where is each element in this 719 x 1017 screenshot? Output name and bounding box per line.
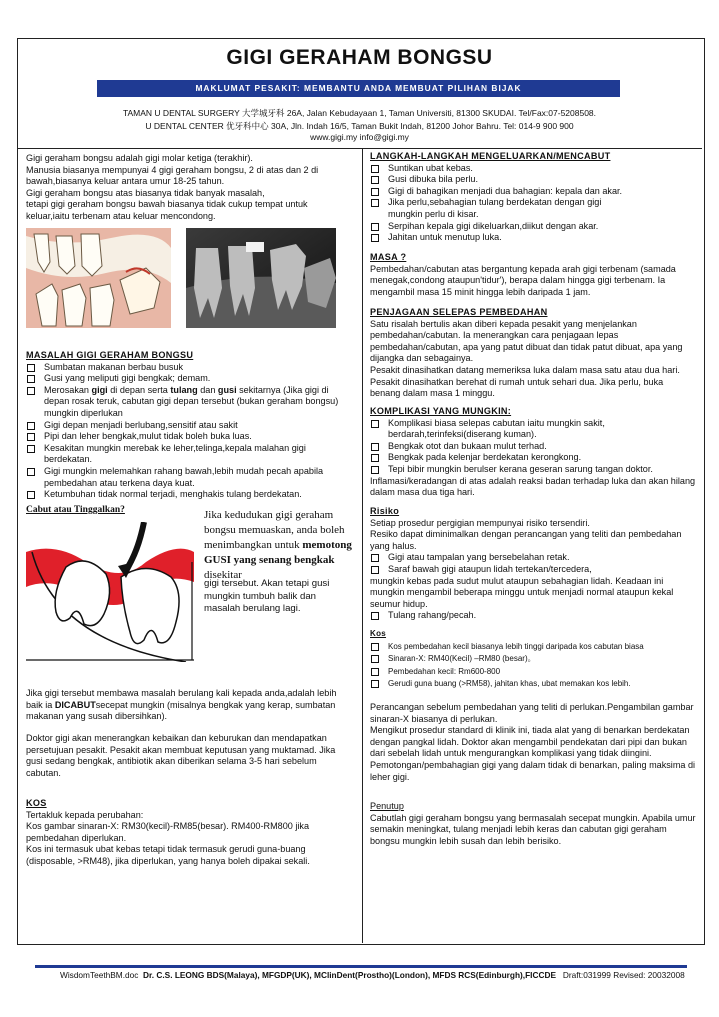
checkbox-icon <box>371 643 379 651</box>
checkbox-icon <box>27 364 35 372</box>
masalah-heading: MASALAH GIGI GERAHAM BONGSU <box>26 350 194 360</box>
website-email[interactable]: www.gigi.my info@gigi.my <box>310 132 409 142</box>
checkbox-icon <box>27 422 35 430</box>
komplikasi-section: KOMPLIKASI YANG MUNGKIN: Komplikasi biasa selepas cabutan iaitu mungkin sakit, berdarah,terinfeksi(diserang kuman). Bengkak otot dan bukaan mulut terhad. Bengkak pada kelenjar berdekatan kerongkong. Tepi bibir mungkin berulser kerana geseran sarung tangan doktor. Inflamasi/keradangan di atas adalah reaksi badan terhadap luka dan akan hilang dalam masa dua tiga hari. <box>370 406 696 498</box>
penutup-heading: Penutup <box>370 801 404 811</box>
list-item: Tulang rahang/pecah. <box>370 610 696 622</box>
list-item: Sinaran-X: RM40(Kecil) –RM80 (besar)。 <box>370 653 696 666</box>
list-item: Suntikan ubat kebas. <box>370 163 696 175</box>
masalah-section <box>26 350 352 501</box>
penjagaan-heading: PENJAGAAN SELEPAS PEMBEDAHAN <box>370 307 548 317</box>
checkbox-icon <box>371 199 379 207</box>
checkbox-icon <box>371 420 379 428</box>
list-item: Bengkak pada kelenjar berdekatan kerongkong. <box>370 452 696 464</box>
dicabut-paragraph: Jika gigi tersebut membawa masalah berulang kali kepada anda,adalah lebih baik ia DICABUTsecepat mungkin (misalnya bengkak yang kerap, sumbatan makanan yang susah dibersihkan). <box>26 688 337 722</box>
list-item: Tepi bibir mungkin berulser kerana geseran sarung tangan doktor. <box>370 464 696 476</box>
list-item: Gigi atau tampalan yang bersebelahan retak. <box>370 552 696 564</box>
intro-line: Gigi geraham bongsu atas biasanya tidak banyak masalah, <box>26 187 265 198</box>
checkbox-icon <box>371 668 379 676</box>
checkbox-icon <box>371 443 379 451</box>
list-item: Kesakitan mungkin merebak ke leher,telinga,kepala malahan gigi berdekatan. <box>26 443 352 466</box>
checkbox-icon <box>371 566 379 574</box>
masa-heading: MASA ? <box>370 252 407 262</box>
address-line-2: U DENTAL CENTER 优牙科中心 30A, Jln. Indah 16/5, Taman Bukit Indah, 81200 Johor Bahru. Tel: 014-9 900 900 <box>145 121 574 131</box>
checkbox-icon <box>371 554 379 562</box>
list-item: Gerudi guna buang (>RM58), jahitan khas, ubat memakan kos lebih. <box>370 678 696 691</box>
perancangan-section: Perancangan sebelum pembedahan yang teliti di perlukan.Pengambilan gambar sinaran-X biasanya di perlukan. Mengikut prosedur standard di klinik ini, tiada alat yang di benarkan berdekatan dengan pangkal lidah. Doktor akan mengambil pendekatan dari pipi dan bukan dari sebelah lidah untuk mengurangkan komplikasi yang tidak diingini. Pemotongan/pembahagian gigi yang dalam tidak di benarkan, paling maksima di leher gigi. <box>370 702 696 782</box>
langkah-section <box>370 151 696 244</box>
masa-section: MASA ? Pembedahan/cabutan atas bergantung kepada arah gigi terbenam (samada menegak,condong ataupun'tidur'), berapa dalam hingga gigi terbenam. Ia mengambil masa 15 minit hingga lebih daripada 1 jam. <box>370 252 696 298</box>
checkbox-icon <box>27 387 35 395</box>
intro-section <box>26 153 348 223</box>
list-item: Kos pembedahan kecil biasanya lebih tinggi daripada kos cabutan biasa <box>370 641 696 654</box>
risiko-heading: Risiko <box>370 506 400 516</box>
page-title: GIGI GERAHAM BONGSU <box>226 46 493 69</box>
list-item: Gigi di bahagikan menjadi dua bahagian: kepala dan akar. <box>370 186 696 198</box>
komplikasi-heading: KOMPLIKASI YANG MUNGKIN: <box>370 406 512 416</box>
checkbox-icon <box>371 680 379 688</box>
risiko-section: Risiko Setiap prosedur pergigian mempunyai risiko tersendiri. Resiko dapat diminimalkan dengan perancangan yang teliti dan pembedahan yang halus. Gigi atau tampalan yang bersebelahan retak. Saraf bawah gigi ataupun lidah tertekan/tercedera, mungkin kebas pada sudut mulut ataupun sebahagian lidah. Keadaan ini mungkin mengambil beberapa minggu untuk menjadi normal ataupun kekal seumur hidup. Tulang rahang/pecah. <box>370 506 696 622</box>
kos2-section <box>370 628 696 691</box>
kos-heading: KOS <box>26 798 47 808</box>
kos-section: KOS Tertakluk kepada perubahan: Kos gambar sinaran-X: RM30(kecil)-RM85(besar). RM400-RM800 jika pembedahan diperlukan. Kos ini termasuk ubat kebas tetapi tidak termasuk gerudi guna-buang (disposable, >RM48), jika diperlukan, yang hanya boleh dipakai sekali. <box>26 798 352 868</box>
list-item: Pembedahan kecil: Rm600-800 <box>370 666 696 679</box>
wisdom-tooth-illustration <box>26 228 171 328</box>
list-item: Jahitan untuk menutup luka. <box>370 232 696 244</box>
list-item: Jika perlu,sebahagian tulang berdekatan dengan gigi mungkin perlu di kisar. <box>370 197 696 220</box>
penjagaan-section: PENJAGAAN SELEPAS PEMBEDAHAN Satu risalah bertulis akan diberi kepada pesakit yang menjelankan pembedahan/cabutan. Ia menerangkan cara penjagaan lepas pembedahan/cabutan, apa yang patut dibuat dan tidak patut dibuat, apa yang dijangka dan sebagainya. Pesakit dinasihatkan datang memeriksa luka dalam masa satu atau dua hari. Pesakit dinasihatkan berehat di rumah untuk sehari dua. Jika perlu, buka benang dalam masa 1 minggu. <box>370 307 696 400</box>
intro-line: tetapi gigi geraham bongsu bawah biasanya tidak cukup tempat untuk keluar,iaitu terbenam atau keluar mencondong. <box>26 199 308 221</box>
checkbox-icon <box>371 612 379 620</box>
list-item: Bengkak otot dan bukaan mulut terhad. <box>370 441 696 453</box>
footer-filename: WisdomTeethBM.doc <box>60 970 139 980</box>
checkbox-icon <box>371 466 379 474</box>
list-item: Gusi yang meliputi gigi bengkak; demam. <box>26 373 352 385</box>
address-line-1: TAMAN U DENTAL SURGERY 大学城牙科 26A, Jalan Kebudayaan 1, Taman Universiti, 81300 SKUDAI. Tel/Fax:07-5208508. <box>122 108 597 118</box>
list-item: Serpihan kepala gigi dikeluarkan,diikut dengan akar. <box>370 221 696 233</box>
checkbox-icon <box>371 223 379 231</box>
cabut-text: Jika kedudukan gigi geraham bongsu memuaskan, anda boleh menimbangkan untuk memotong GUSI yang senang bengkak disekitar <box>204 509 352 581</box>
list-item: Ketumbuhan tidak normal terjadi, menghakis tulang berdekatan. <box>26 489 352 501</box>
header-divider <box>18 148 702 149</box>
checkbox-icon <box>371 454 379 462</box>
cabut-heading: Cabut atau Tinggalkan? <box>26 505 125 515</box>
extraction-diagram <box>26 522 194 662</box>
list-item: Merosakan gigi di depan serta tulang dan gusi sekitarnya (Jika gigi di depan rosak teruk, cabutan gigi depan tersebut (bukan geraham bongsu) mungkin diperlukan <box>26 385 352 420</box>
list-item: Gigi depan menjadi berlubang,sensitif atau sakit <box>26 420 352 432</box>
checkbox-icon <box>371 188 379 196</box>
penutup-section: Penutup Cabutlah gigi geraham bongsu yang bermasalah secepat mungkin. Apabila umur semakin meningkat, tulang menjadi lebih keras dan cabutan gigi geraham bongsu mungkin lebih susah dan lebih berisiko. <box>370 801 696 846</box>
langkah-heading: LANGKAH-LANGKAH MENGELUARKAN/MENCABUT <box>370 151 611 161</box>
list-item: Gusi dibuka bila perlu. <box>370 174 696 186</box>
checkbox-icon <box>27 445 35 453</box>
checkbox-icon <box>371 655 379 663</box>
footer-draft: Draft:031999 Revised: 20032008 <box>562 970 685 980</box>
footer <box>60 970 685 980</box>
checkbox-icon <box>27 468 35 476</box>
intro-line: Manusia biasanya mempunyai 4 gigi geraham bongsu, 2 di atas dan 2 di bawah,biasanya keluar antara umur 18-25 tahun. <box>26 164 319 187</box>
doktor-paragraph: Doktor gigi akan menerangkan kebaikan dan keburukan dan mendapatkan persetujuan pesakit. Pesakit akan membuat keputusan yang muktamad. Jika gusi sedang bengkak, antibiotik akan diberikan selama 3-5 hari sebelum cabutan. <box>26 733 336 778</box>
list-item: Gigi mungkin melemahkan rahang bawah,lebih mudah pecah apabila pembedahan atau terkena daya kuat. <box>26 466 352 489</box>
list-item: Saraf bawah gigi ataupun lidah tertekan/tercedera, <box>370 564 696 576</box>
checkbox-icon <box>371 176 379 184</box>
kos2-heading: Kos <box>370 629 387 638</box>
list-item: Komplikasi biasa selepas cabutan iaitu mungkin sakit, berdarah,terinfeksi(diserang kuman). <box>370 418 696 441</box>
footer-author: Dr. C.S. LEONG BDS(Malaya), MFGDP(UK), MClinDent(Prostho)(London), MFDS RCS(Edinburgh),FICCDE <box>143 970 556 980</box>
checkbox-icon <box>27 491 35 499</box>
list-item: Sumbatan makanan berbau busuk <box>26 362 352 374</box>
checkbox-icon <box>27 433 35 441</box>
cabut-text-2: gigi tersebut. Akan tetapi gusi mungkin tumbuh balik dan masalah berulang lagi. <box>204 578 330 615</box>
info-banner: MAKLUMAT PESAKIT: MEMBANTU ANDA MEMBUAT PILIHAN BIJAK <box>97 80 620 97</box>
xray-image <box>186 228 336 328</box>
list-item: Pipi dan leher bengkak,mulut tidak boleh buka luas. <box>26 431 352 443</box>
checkbox-icon <box>371 165 379 173</box>
footer-divider <box>35 965 687 968</box>
checkbox-icon <box>371 234 379 242</box>
intro-line: Gigi geraham bongsu adalah gigi molar ketiga (terakhir). <box>26 153 253 163</box>
checkbox-icon <box>27 375 35 383</box>
column-divider <box>362 148 363 943</box>
